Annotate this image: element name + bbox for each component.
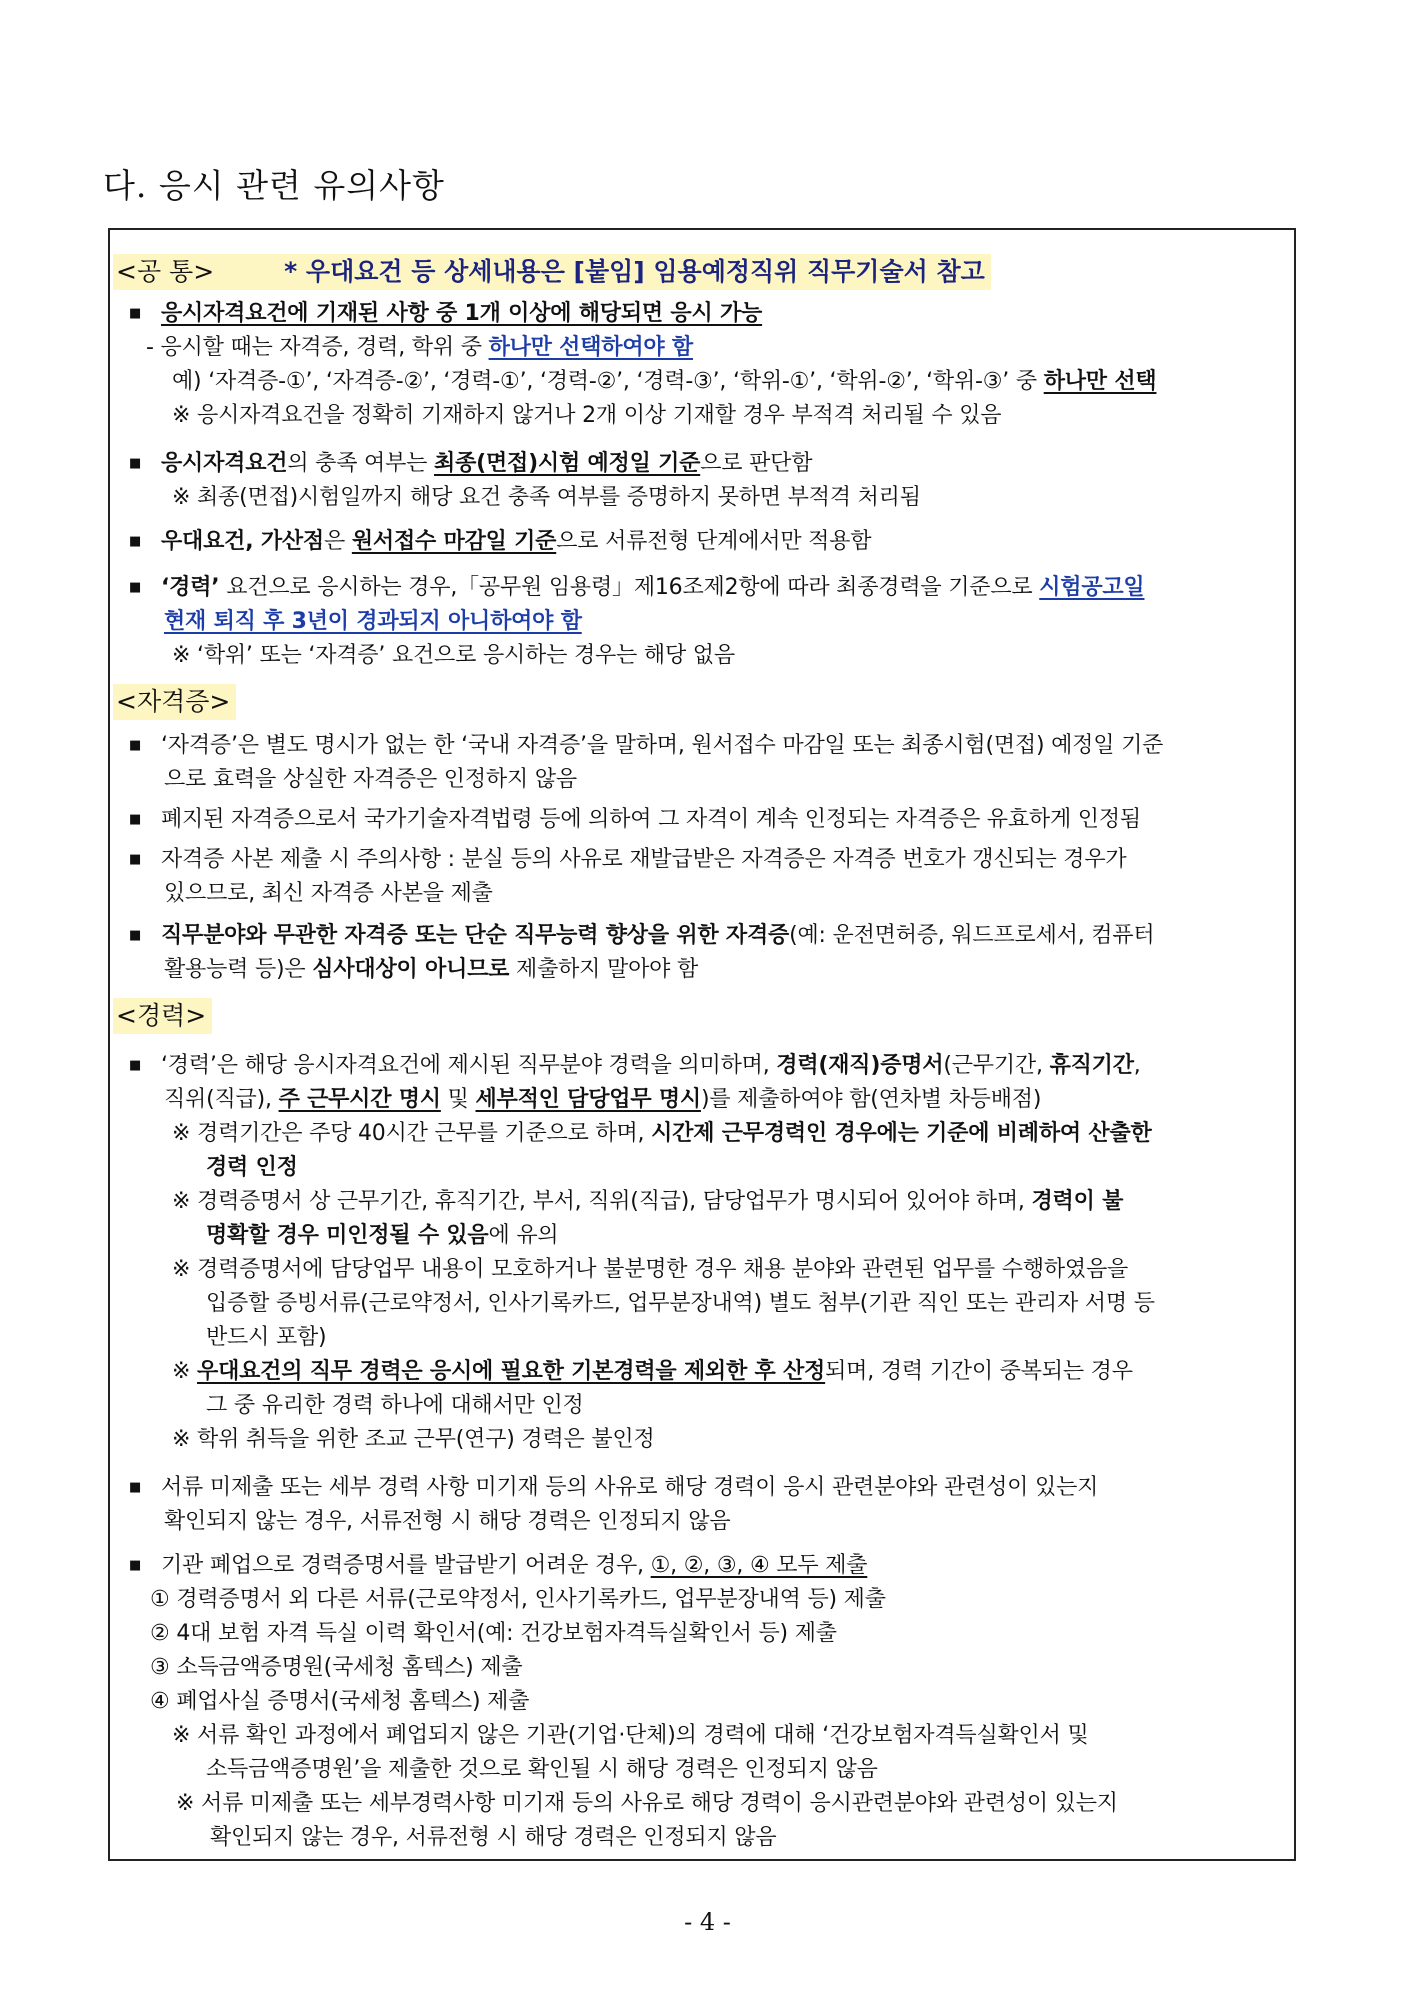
common-item-1-note: ※ 응시자격요건을 정확히 기재하지 않거나 2개 이상 기재할 경우 부적격 처리될 수 있음 [172,403,1002,428]
common-item-2: ■ 응시자격요건의 충족 여부는 최종(면접)시험 예정일 기준으로 판단함 [161,448,812,480]
career-note-7-cont: 확인되지 않는 경우, 서류전형 시 해당 경력은 인정되지 않음 [210,1825,777,1850]
career-note-1-cont: 경력 인정 [206,1155,298,1180]
cert-item-4-cont: 활용능력 등)은 심사대상이 아니므로 제출하지 말아야 함 [164,957,699,982]
page-number: - 4 - [684,1908,731,1936]
cert-item-1: ■ ‘자격증’은 별도 명시가 없는 한 ‘국내 자격증’을 말하며, 원서접수 마감일 또는 최종시험(면접) 예정일 기준 [161,730,1163,762]
career-note-5: ※ 학위 취득을 위한 조교 근무(연구) 경력은 불인정 [172,1427,655,1452]
career-note-7: ※ 서류 미제출 또는 세부경력사항 미기재 등의 사유로 해당 경력이 응시관련분야와 관련성이 있는지 [176,1791,1118,1816]
career-item-1: ■ ‘경력’은 해당 응시자격요건에 제시된 직무분야 경력을 의미하며, 경력(재직)증명서(근무기간, 휴직기간, [161,1050,1141,1082]
cert-item-3: ■ 자격증 사본 제출 시 주의사항 : 분실 등의 사유로 재발급받은 자격증은 자격증 번호가 갱신되는 경우가 [161,844,1126,876]
common-label: <공 통> [116,257,215,286]
common-note: * 우대요건 등 상세내용은 [붙임] 임용예정직위 직무기술서 참고 [284,257,985,286]
career-note-3-cont: 입증할 증빙서류(근로약정서, 인사기록카드, 업무분장내역) 별도 첨부(기관 직인 또는 관리자 서명 등 [206,1291,1155,1316]
common-item-2-note: ※ 최종(면접)시험일까지 해당 요건 충족 여부를 증명하지 못하면 부적격 처리됨 [172,485,921,510]
common-item-1-example: 예) ‘자격증-①’, ‘자격증-②’, ‘경력-①’, ‘경력-②’, ‘경력-③’, ‘학위-①’, ‘학위-②’, ‘학위-③’ 중 하나만 선택 [172,369,1157,394]
career-sub-4: ④ 폐업사실 증명서(국세청 홈텍스) 제출 [150,1689,530,1714]
career-note-2: ※ 경력증명서 상 근무기간, 휴직기간, 부서, 직위(직급), 담당업무가 명시되어 있어야 하며, 경력이 불 [172,1189,1124,1214]
cert-item-3-cont: 있으므로, 최신 자격증 사본을 제출 [164,881,493,906]
cert-item-1-cont: 으로 효력을 상실한 자격증은 인정하지 않음 [164,767,577,792]
section-label-cert: <자격증> [113,684,236,720]
section-label-common [113,254,991,290]
common-item-4-note: ※ ‘학위’ 또는 ‘자격증’ 요건으로 응시하는 경우는 해당 없음 [172,643,735,668]
section-label-career: <경력> [113,998,212,1034]
career-note-4-cont: 그 중 유리한 경력 하나에 대해서만 인정 [206,1393,584,1418]
career-note-2-cont: 명확할 경우 미인정될 수 있음에 유의 [206,1223,559,1248]
section-heading: 다. 응시 관련 유의사항 [103,166,445,205]
career-item-3: ■ 기관 폐업으로 경력증명서를 발급받기 어려운 경우, ①, ②, ③, ④ 모두 제출 [161,1550,867,1582]
career-item-1-cont: 직위(직급), 주 근무시간 명시 및 세부적인 담당업무 명시)를 제출하여야 함(연차별 차등배점) [164,1087,1042,1112]
career-item-2: ■ 서류 미제출 또는 세부 경력 사항 미기재 등의 사유로 해당 경력이 응시 관련분야와 관련성이 있는지 [161,1472,1098,1504]
common-item-1-sub: - 응시할 때는 자격증, 경력, 학위 중 하나만 선택하여야 함 [146,335,693,360]
career-note-3-cont2: 반드시 포함) [206,1325,327,1350]
common-item-3: ■ 우대요건, 가산점은 원서접수 마감일 기준으로 서류전형 단계에서만 적용함 [161,526,871,558]
common-item-4: ■ ‘경력’ 요건으로 응시하는 경우,「공무원 임용령」제16조제2항에 따라 최종경력을 기준으로 시험공고일 [161,572,1144,604]
cert-item-4: ■ 직무분야와 무관한 자격증 또는 단순 직무능력 향상을 위한 자격증(예: 운전면허증, 워드프로세서, 컴퓨터 [161,920,1154,952]
career-note-4: ※ 우대요건의 직무 경력은 응시에 필요한 기본경력을 제외한 후 산정되며, 경력 기간이 중복되는 경우 [172,1359,1133,1384]
career-sub-1: ① 경력증명서 외 다른 서류(근로약정서, 인사기록카드, 업무분장내역 등) 제출 [150,1587,886,1612]
notice-box [108,228,1296,1861]
career-note-6-cont: 소득금액증명원’을 제출한 것으로 확인될 시 해당 경력은 인정되지 않음 [206,1757,878,1782]
career-item-2-cont: 확인되지 않는 경우, 서류전형 시 해당 경력은 인정되지 않음 [164,1509,731,1534]
career-note-3: ※ 경력증명서에 담당업무 내용이 모호하거나 불분명한 경우 채용 분야와 관련된 업무를 수행하였음을 [172,1257,1129,1282]
career-sub-2: ② 4대 보험 자격 득실 이력 확인서(예: 건강보험자격득실확인서 등) 제출 [150,1621,837,1646]
career-note-6: ※ 서류 확인 과정에서 폐업되지 않은 기관(기업·단체)의 경력에 대해 ‘건강보험자격득실확인서 및 [172,1723,1089,1748]
common-item-4-cont: 현재 퇴직 후 3년이 경과되지 아니하여야 함 [164,609,582,634]
career-sub-3: ③ 소득금액증명원(국세청 홈텍스) 제출 [150,1655,523,1680]
common-item-1: ■ 응시자격요건에 기재된 사항 중 1개 이상에 해당되면 응시 가능 [161,298,762,330]
career-note-1: ※ 경력기간은 주당 40시간 근무를 기준으로 하며, 시간제 근무경력인 경우에는 기준에 비례하여 산출한 [172,1121,1152,1146]
cert-item-2: ■ 폐지된 자격증으로서 국가기술자격법령 등에 의하여 그 자격이 계속 인정되는 자격증은 유효하게 인정됨 [161,804,1141,836]
